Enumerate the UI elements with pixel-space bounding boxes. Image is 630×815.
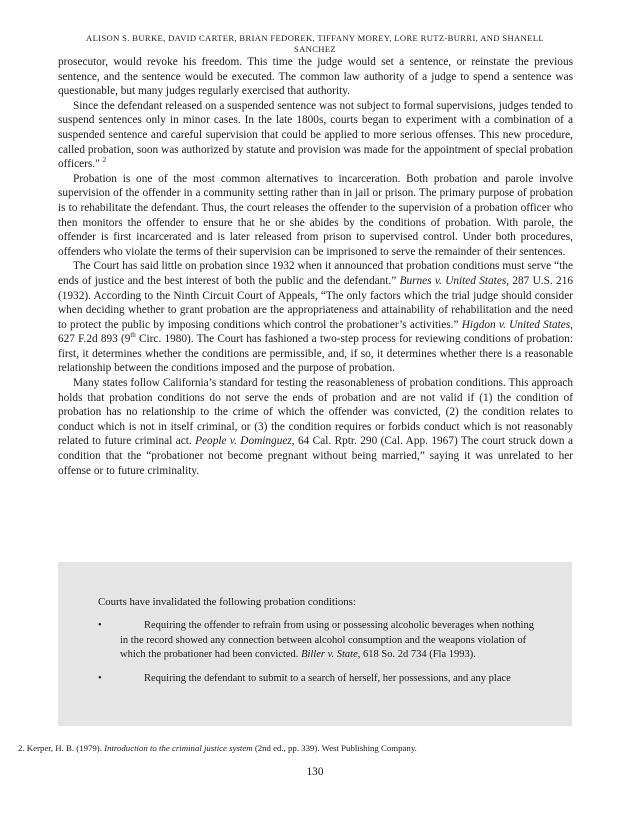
paragraph-4-text-d: Circ. 1980). The Court has fashioned a two-step process for reviewing conditions of probation: first, it determines whether the conditions are permissible, and, if so, it determines whether there is a reasonable relationship between the conditions imposed and the purpose of probation. (58, 333, 573, 375)
callout-list (98, 619, 535, 695)
paragraph-4-text-a: The Court has said little on probation since 1932 when it announced that probation conditions must serve “the ends of justice and the best interest of both the public and the defendant.” (58, 260, 573, 287)
callout-box (58, 562, 572, 726)
case-name-dominguez: People v. Dominguez (195, 435, 292, 448)
paragraph-2-text: Since the defendant released on a suspended sentence was not subject to formal supervisions, judges tended to suspend sentences only in minor cases. In the late 1800s, courts began to experiment with a combination of a suspended sentence and careful supervision that could be applied to more serious offenses. This new procedure, called probation, soon was authorized by statute and provision was made for the appointment of special probation officers." (58, 99, 573, 171)
item-1-citation: , 618 So. 2d 734 (Fla 1993). (357, 649, 476, 661)
paragraph-2 (58, 99, 573, 172)
footnote-suffix: (2nd ed., pp. 339). West Publishing Company. (254, 743, 417, 753)
paragraph-5-text-a: Many states follow California’s standard for testing the reasonableness of probation conditions. This approach holds that probation conditions do not serve the ends of probation and are not valid if (1) the condition of probation has no relationship to the crime of which the offender was convicted, (2) the condition relates to conduct which is not in itself criminal, or (3) the condition requires or forbids conduct which is not reasonably related to future criminal act. (58, 377, 573, 448)
list-item-text (120, 619, 535, 663)
footnote-ref-2[interactable]: 2 (102, 156, 107, 165)
paragraph-4-text-b: , 287 U.S. 216 (1932). According to the Ninth Circuit Court of Appeals, “The only factors which the trial judge should consider when deciding whether to grant probation are the appropriateness and attainability of rehabilitation and the need to protect the public by imposing conditions which control the probationer’s activities.” (58, 274, 573, 331)
paragraph-4-text-c: , 627 F.2d 893 (9 (58, 318, 573, 346)
bullet-icon: • (98, 620, 102, 631)
ordinal-superscript: th (130, 331, 136, 340)
callout-title: Courts have invalidated the following probation conditions: (98, 596, 356, 608)
header-authors-line1: ALISON S. BURKE, DAVID CARTER, BRIAN FEDOREK, TIFFANY MOREY, LORE RUTZ-BURRI, AND SHANELL (86, 33, 544, 43)
paragraph-3: Probation is one of the most common alternatives to incarceration. Both probation and parole involve supervision of the offender in a community setting rather than in jail or prison. The primary purpose of probation is to rehabilitate the defendant. Thus, the court releases the offender to the supervision of a probation officer who then monitors the offender to ensure that he or she abides by the conditions of probation. With parole, the offender is first incarcerated and is later released from prison to supervised control. Under both procedures, offenders who violate the terms of their supervision can be imprisoned to serve the remainder of their sentences. (58, 172, 573, 258)
paragraph-5-text-b: , 64 Cal. Rptr. 290 (Cal. App. 1967) The court struck down a condition that the “probationer not become pregnant without being married,” saying it was unrelated to her offense or to future criminality. (58, 435, 573, 477)
page-number: 130 (306, 766, 324, 778)
bullet-icon: • (98, 672, 102, 684)
main-text (58, 55, 573, 478)
footnote-book-title: Introduction to the criminal justice system (104, 743, 253, 753)
item-1-text: Requiring the offender to refrain from using or possessing alcoholic beverages when nothing in the record showed any connection between alcohol consumption and the weapons violation of which the probationer had been convicted. (120, 620, 534, 661)
running-header (40, 33, 590, 55)
paragraph-5 (58, 376, 573, 478)
case-name-biller: Biller v. State (301, 649, 358, 661)
list-item-text: Requiring the defendant to submit to a search of herself, her possessions, and any place (144, 672, 511, 684)
footnote-2 (18, 743, 417, 753)
paragraph-4 (58, 259, 573, 376)
list-item (98, 619, 535, 663)
footnote-prefix: 2. Kerper, H. B. (1979). (18, 743, 102, 753)
case-name-higdon: Higdon v. United States (461, 318, 571, 331)
header-authors-line2: SANCHEZ (293, 44, 337, 54)
list-item (98, 672, 535, 687)
case-name-burnes: Burnes v. United States (399, 274, 507, 287)
paragraph-1: prosecutor, would revoke his freedom. This time the judge would set a sentence, or reinstate the previous sentence, and the sentence would be executed. The common law authority of a judge to spend a sentence was questionable, but many judges regularly exercised that authority. (58, 56, 573, 98)
